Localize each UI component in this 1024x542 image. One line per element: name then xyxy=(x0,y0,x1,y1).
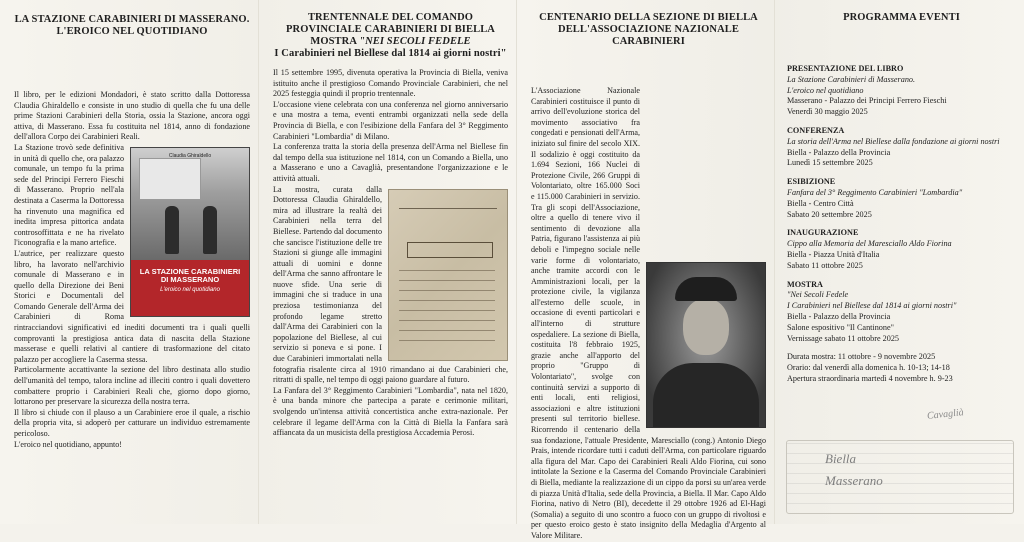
exhibition-hours xyxy=(787,352,1016,384)
event-detail: Biella - Palazzo della Provincia xyxy=(787,147,891,157)
carabiniere-portrait-image xyxy=(646,262,766,428)
event-subtitle: La Stazione Carabinieri di Masserano. xyxy=(787,74,916,84)
title-line: TRENTENNALE DEL COMANDO xyxy=(307,12,474,23)
event-subtitle: La storia dell'Arma nel Biellese dalla fondazione ai giorni nostri xyxy=(787,136,1000,146)
event-subtitle: Fanfara del 3° Reggimento Carabinieri "Lombardia" xyxy=(787,187,963,197)
title-mostra-prefix: MOSTRA xyxy=(310,36,360,47)
event-detail: Sabato 20 settembre 2025 xyxy=(787,209,872,219)
book-cover-title-line: DI MASSERANO xyxy=(160,274,220,284)
hours-line: Apertura straordinaria martedì 4 novembre h. 9-23 xyxy=(787,373,953,383)
panel-book xyxy=(0,0,258,524)
book-cover-band xyxy=(131,260,249,316)
book-cover-photo xyxy=(131,148,249,260)
paragraph: La conferenza tratta la storia della presenza dell'Arma nel Biellese fin dal tempo della sua istituzione nel 1814, con un Comando a Biella, uno a Masserano e uno a Cavaglià, presentandone l'organizzazione e le attività attuali. xyxy=(273,142,508,183)
book-cover-title-line: LA STAZIONE CARABINIERI xyxy=(139,266,241,276)
paragraph: L'autrice, per realizzare questo libro, ha lavorato nell'archivio comunale di Masserano e in quello della Direzione dei Beni Storici e Documentali del Comando Generale dell'Arma dei Carabinieri di Roma rintracciandovi significativi ed inediti documenti tra i quali quelli comprovanti la prestigiosa antica data di nascita della Stazione masserase e quelli relativi al cantiere di trasformazione del citato palazzo per accogliere la Caserma stessa. xyxy=(14,248,250,364)
title-line: PROVINCIALE CARABINIERI DI BIELLA xyxy=(286,24,495,35)
event-type: MOSTRA xyxy=(787,279,823,289)
title-line: L'EROICO NEL QUOTIDIANO xyxy=(56,26,208,37)
panel-book-title xyxy=(14,14,250,38)
panel-trentennale-body xyxy=(273,68,508,439)
historic-document-image xyxy=(388,189,508,361)
event-subtitle: I Carabinieri nel Biellese dal 1814 ai giorni nostri" xyxy=(787,301,957,311)
title-line: CENTENARIO DELLA SEZIONE DI BIELLA xyxy=(539,12,758,23)
event-detail: Biella - Centro Città xyxy=(787,198,854,208)
event-detail: Venerdì 30 maggio 2025 xyxy=(787,107,868,117)
book-cover-image xyxy=(130,147,250,317)
event-type: PRESENTAZIONE DEL LIBRO xyxy=(787,64,904,73)
event-type: ESIBIZIONE xyxy=(787,177,836,187)
event-mostra xyxy=(787,280,1016,345)
title-line: LA STAZIONE CARABINIERI DI MASSERANO. xyxy=(14,14,250,25)
event-subtitle: "Nei Secoli Fedele xyxy=(787,290,849,300)
panel-trentennale xyxy=(258,0,516,524)
paragraph: Il libro si chiude con il plauso a un Carabiniere eroe il quale, a rischio della propria vita, si adoperò per catturare un individuo estremamente pericoloso. xyxy=(14,407,250,438)
event-detail: Biella - Palazzo della Provincia xyxy=(787,311,891,321)
panel-centenario xyxy=(516,0,774,540)
event-subtitle: Cippo alla Memoria del Maresciallo Aldo Fiorina xyxy=(787,239,952,249)
panel-centenario-title xyxy=(531,12,766,48)
event-detail: Vernissage sabato 11 ottobre 2025 xyxy=(787,333,900,343)
hours-line: Durata mostra: 11 ottobre - 9 novembre 2025 xyxy=(787,352,936,362)
event-conferenza xyxy=(787,126,1016,169)
paragraph: Particolarmente accattivante la sezione del libro destinata allo studio dell'umanità del tempo, talora incline ad illeciti contro i quali dovettero combattere proprio i Carabinieri Reali che, giorno dopo giorno, lottarono per preservare la sicurezza della nostra terra. xyxy=(14,365,250,407)
title-line: DELL'ASSOCIAZIONE NAZIONALE CARABINIERI xyxy=(558,24,739,47)
postmark-word: Masserano xyxy=(825,473,883,488)
title-line: I Carabinieri nel Biellese dal 1814 ai giorni nostri" xyxy=(274,48,507,59)
book-cover-subtitle: L'eroico nel quotidiano xyxy=(160,286,220,293)
postmark-word: Biella xyxy=(825,451,857,466)
event-subtitle: L'eroico nel quotidiano xyxy=(787,85,864,95)
postmark-stamp xyxy=(786,440,1014,514)
event-detail: Lunedì 15 settembre 2025 xyxy=(787,158,873,168)
book-cover-author: Claudia Ghiraldello xyxy=(168,152,212,159)
event-detail: Masserano - Palazzo dei Principi Ferrero Fieschi xyxy=(787,96,947,106)
event-detail: Salone espositivo "Il Cantinone" xyxy=(787,322,894,332)
paragraph: Il libro, per le edizioni Mondadori, è stato scritto dalla Dottoressa Claudia Ghiraldello e consiste in uno studio di quella che fu una delle prime Stazioni Carabinieri della Storia, ossia la Stazione, ancora oggi attiva, di Masserano. Essa fu costituita nel 1814, anno di fondazione dell'allora Corpo dei Carabinieri Reali. xyxy=(14,90,250,142)
event-inaugurazione xyxy=(787,228,1016,271)
paragraph: La Fanfara del 3° Reggimento Carabinieri "Lombardia", nata nel 1820, è una banda minore che partecipa a parate e cerimonie militari, svolgendo un'intensa attività concertistica anche extra-nazionale. Per celebrare il legame dell'Arma con la Città di Biella la Fanfara sarà affiancata da un musicista della prestigiosa Accademia Perosi. xyxy=(273,385,508,438)
panel-programma-title: PROGRAMMA EVENTI xyxy=(843,12,960,23)
paragraph: L'occasione viene celebrata con una conferenza nel giorno anniversario e una mostra a tema, eventi entrambi organizzati nella sede della Provincia di Biella, e con l'esibizione della Fanfara del 3° Reggimento Carabinieri "Lombardia" di Milano. xyxy=(273,99,508,141)
event-presentazione xyxy=(787,64,1016,118)
paragraph: Il 15 settembre 1995, divenuta operativa la Provincia di Biella, veniva istituito anche il prestigioso Comando Provinciale Carabinieri, che nel 2025 festeggia quindi il proprio trentennale. xyxy=(273,68,508,99)
paragraph: La Stazione trovò sede definitiva in unità di quello che, ora palazzo comunale, un tempo fu la prima sede del Principi Ferrero Fieschi di Masserano. Proprio nell'ala destinata a Caserma la Dottoressa ha rinvenuto una magnifica ed inedita impresa pittorica andata controsoffittata e ne ha rivelato l'iconografia e la mano artefice. xyxy=(14,142,124,248)
panel-trentennale-title xyxy=(273,12,508,60)
event-type: CONFERENZA xyxy=(787,125,845,135)
event-esibizione xyxy=(787,177,1016,220)
handwritten-cancellation: Cavaglià xyxy=(926,407,965,422)
panel-centenario-body xyxy=(531,86,766,542)
paragraph: La mostra, curata dalla Dottoressa Claudia Ghiraldello, mira ad illustrare la realtà dei Carabinieri nella terra del Biellese. Partendo dal documento che sancisce l'istituzione delle tre Stazioni si giunge alle immagini attuali di uomini e donne dell'Arma che sanno affrontare le nuove sfide. Una serie di immagini che si traduce in una preziosa testimonianza del profondo legame stretto dall'Arma dei Carabinieri con la popolazione del Biellese, al cui servizio si poneva e si pone. I due Carabinieri immortalati nella fotografia risalente circa al 1910 rimandano ai due Carabinieri che, ritratti di spalle, nel tempo di oggi paiono guardare al futuro. xyxy=(273,184,508,385)
event-detail: Sabato 11 ottobre 2025 xyxy=(787,260,863,270)
hours-line: Orario: dal venerdì alla domenica h. 10-13; 14-18 xyxy=(787,363,950,373)
event-detail: Biella - Piazza Unità d'Italia xyxy=(787,249,880,259)
event-type: INAUGURAZIONE xyxy=(787,228,859,238)
title-mostra-italic: "NEI SECOLI FEDELE xyxy=(359,36,471,47)
paragraph: L'eroico nel quotidiano, appunto! xyxy=(14,439,122,449)
book-cover-title xyxy=(131,260,249,284)
paragraph: L'Associazione Nazionale Carabinieri costituisce il punto di arrivo dell'evoluzione storica del movimento associativo fra congedati e pensionati dell'Arma, iniziato sul finire del secolo XIX. Il sodalizio è oggi costituito da 1.694 Sezioni, 166 Nuclei di Protezione Civile, 266 Gruppi di Volontariato, oltre 165.000 Soci e 115.000 Carabinieri in servizio. Tra gli scopi dell'Associazione, oltre a quello di tenere vivo il sentimento di devozione alla Patria, figurano l'assistenza ai più deboli e l'impegno sociale nelle varie forme di volontariato, anche tramite accordi con le Amministrazioni locali, per la protezione civile, la vigilanza all'esterno delle scuole, in occasione di eventi particolari e all'interno di strutture ospedaliere. La sezione di Biella, costituita l'8 febbraio 1925, grazie anche all'apporto del proprio "Gruppo di Volontariato", svolge con continuità servizi a supporto di enti locali, enti religiosi, associazioni e altre istituzioni presenti sul territorio biellese. Ricorrendo il centenario della sua fondazione, l'attuale Presidente, Maresciallo (cong.) Antonio Diego Prais, intende ricordare tutti i caduti dell'Arma, con particolare riguardo alla figura del Mar. Capo dei Carabinieri Reali Aldo Fiorina, cui sono intitolate la Sezione e la Caserma del Comando Provinciale Carabinieri di Biella, mediante la realizzazione di un cippo da porsi su un'area verde di piazza Unità d'Italia, sede della Provincia, a Biella. Il Mar. Capo Aldo Fiorina, nativo di Netro (BI), decedette il 29 ottobre 1926 ad El-Hagi (Somalia) a seguito di uno scontro a fuoco con un gruppo di rivoltosi e per questo eroico gesto è stato insignito della Medaglia d'Argento al Valore Militare. xyxy=(531,86,766,540)
title-mostra-line xyxy=(273,36,508,48)
panel-book-body xyxy=(14,90,250,450)
